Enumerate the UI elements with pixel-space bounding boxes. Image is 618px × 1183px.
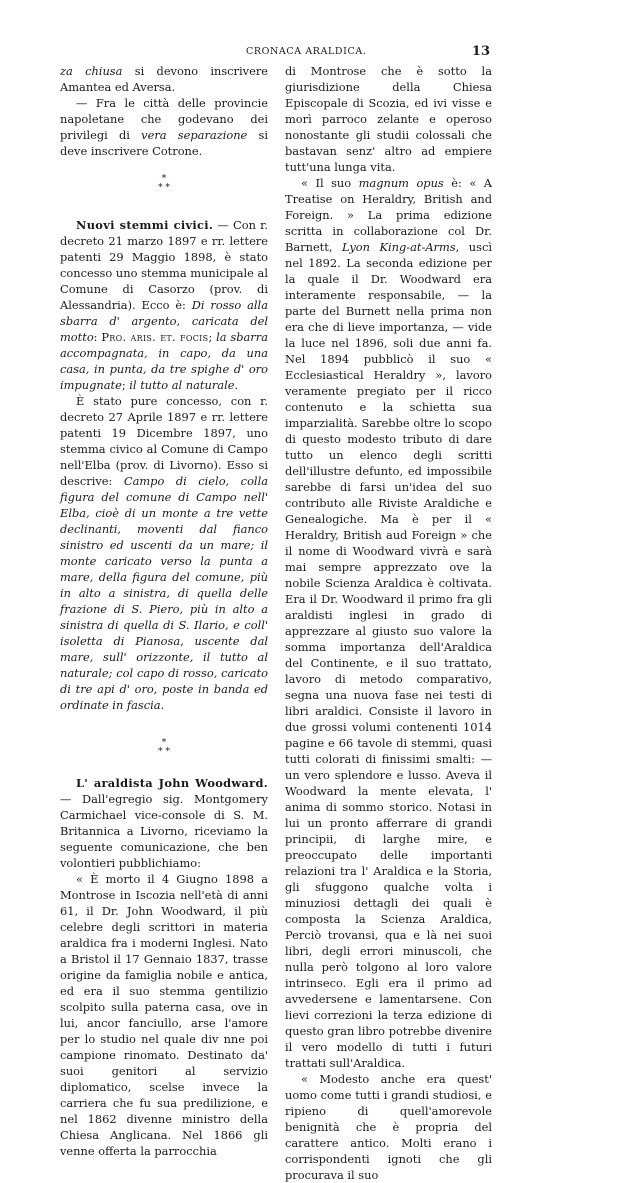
right-paragraph-3: « Modesto anche era quest' uomo come tutti i grandi studiosi, e ripieno di quell'amorevole benignità che è propria del carattere antico. Molti erano i corrispondenti ignoti che gli procurava il suo (285, 1072, 492, 1182)
right-column (285, 63, 492, 1183)
section-nuovi-stemmi: Nuovi stemmi civici. — Con r. decreto 21 marzo 1897 e rr. lettere patenti 29 Maggio 1898, è stato concesso uno stemma municipale al Comune di Casorzo (prov. di Alessandria). Ecco è: Di rosso alla sbarra d' argento, caricata del motto: Pro. aris. et. focis; la sbarra accompagnata, in capo, da una casa, in punta, da tre spighe d' oro impugnate; il tutto al naturale. (60, 218, 268, 392)
motto: Pro. aris. et. focis (101, 330, 209, 344)
section-heading: L' araldista John Woodward. (76, 776, 268, 790)
right-paragraph-2: « Il suo magnum opus è: « A Treatise on Heraldry, British and Foreign. » La prima edizione scritta in collaborazione col Dr. Barnett, Lyon King-at-Arms, uscì nel 1892. La seconda edizione per la quale il Dr. Woodward era interamente responsabile, — la parte del Burnett nella prima non era che di lieve importanza, — vide la luce nel 1896, soli due anni fa. Nel 1894 pubblicò il suo « Ecclesiastical Heraldry », lavoro veramente pregiato per il ricco contenuto e la schietta sua imparzialità. Sarebbe oltre lo scopo di questo modesto tributo di dare tutto un elenco degli scritti dell'illustre defunto, ed impossibile sarebbe di farsi un'idea del suo contributo alle Riviste Araldiche e Genealogiche. Ma è per il « Heraldry, British aud Foreign » che il nome di Woodward vivrà e sarà mai sempre apprezzato ove la nobile Scienza Araldica è coltivata. Era il Dr. Woodward il primo fra gli araldisti inglesi in grado di apprezzare al giusto suo valore la somma importanza dell'Araldica del Continente, e il suo trattato, lavoro di metodo comparativo, segna una nuova fase nei testi di libri araldici. Consiste il lavoro in due grossi volumi contenenti 1014 pagine e 66 tavole di stemmi, quasi tutti colorati di finissimi smalti: — un vero splendore e lusso. Aveva il Woodward la mente elevata, l' anima di sommo storico. Notasi in lui un pronto afferrare di grandi principii, di larghe mire, e preoccupato delle importanti relazioni tra l' Araldica e la Storia, gli sfuggono qualche volta i minuziosi dettagli dei quali è composta la Scienza Araldica, Perciò trovansi, qua e là nei suoi libri, degli errori minuscoli, che nulla però tolgono al loro valore intrinseco. Egli era il primo ad avvedersene e lamentarsene. Con lievi correzioni la terza edizione di questo gran libro potrebbe divenire il vero modello di tutti i futuri trattati sull'Araldica. (285, 176, 493, 1070)
running-title: CRONACA ARALDICA. (246, 46, 367, 57)
section-heading: Nuovi stemmi civici. (76, 218, 214, 232)
page-number: 13 (471, 44, 490, 59)
left-paragraph-2: — Fra le città delle provincie napoletane che godevano dei privilegi di vera separazione si deve inscrivere Cotrone. (60, 96, 268, 158)
section-woodward: L' araldista John Woodward. — Dall'egregio sig. Montgomery Carmichael vice-console di S. M. Britannica a Livorno, riceviamo la seguente comunicazione, che ben volontieri pubblichiamo: (60, 776, 268, 870)
left-paragraph-1: za chiusa si devono inscrivere Amantea ed Aversa. (60, 64, 269, 94)
right-paragraph-1: di Montrose che è sotto la giurisdizione della Chiesa Episcopale di Scozia, ed ivi visse e morì parroco zelante e operoso nonostante gli studii colossali che bastavan senz' altro ad empiere tutt'una lunga vita. (285, 64, 492, 174)
left-column (60, 63, 268, 1159)
section-divider-stars: * * * (158, 174, 170, 193)
section-campo-elba: È stato pure concesso, con r. decreto 27 Aprile 1897 e rr. lettere patenti 19 Dicembre 1897, uno stemma civico al Comune di Campo nell'Elba (prov. di Livorno). Esso si descrive: Campo di cielo, colla figura del comune di Campo nell' Elba, cioè di un monte a tre vette declinanti, moventi dal fianco sinistro ed uscenti da un mare; il monte caricato verso la punta a mare, della figura del comune, più in alto a sinistra, di quella delle frazione di S. Piero, più in alto a sinistra di quella di S. Ilario, e coll' isoletta di Pianosa, uscente dal mare, sull' orizzonte, il tutto al naturale; col capo di rosso, caricato di tre api d' oro, poste in banda ed ordinate in fascia. (60, 394, 268, 712)
woodward-quote: « È morto il 4 Giugno 1898 a Montrose in Iscozia nell'età di anni 61, il Dr. John Woodward, il più celebre degli scrittori in materia araldica fra i moderni Inglesi. Nato a Bristol il 17 Gennaio 1837, trasse origine da famiglia nobile e antica, ed era il suo stemma gentilizio scolpito sulla paterna casa, ove in lui, ancor fanciullo, arse l'amore per lo studio nel quale div nne poi campione rinomato. Destinato da' suoi genitori al servizio diplomatico, scelse invece la carriera che fu sua predilizione, e nel 1862 divenne ministro della Chiesa Anglicana. Nel 1866 gli venne offerta la parrocchia (60, 872, 268, 1158)
running-header (60, 44, 490, 64)
section-divider-stars: * * * (158, 738, 170, 757)
